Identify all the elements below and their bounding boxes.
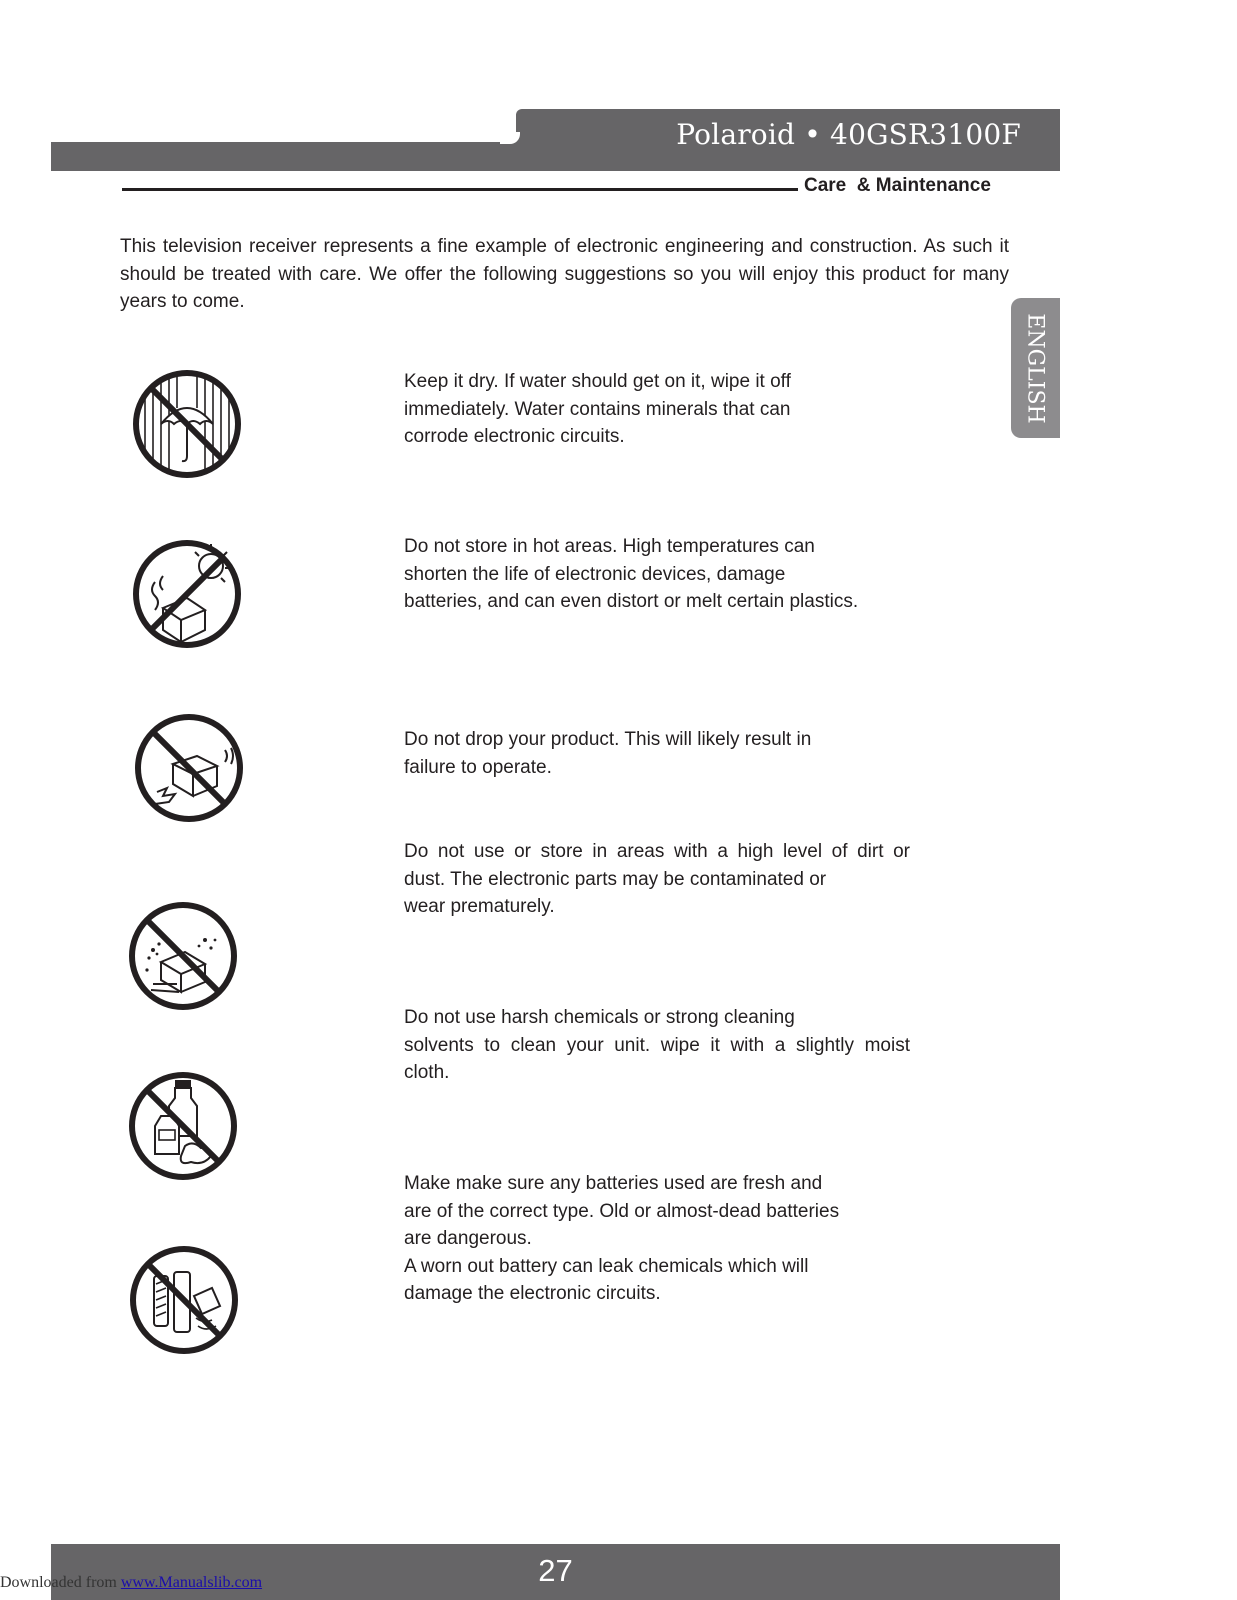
no-drop-icon (133, 712, 245, 824)
tip-line: solvents to clean your unit. wipe it with a slightly moist (404, 1034, 910, 1056)
manualslib-link[interactable]: www.Manualslib.com (120, 1574, 263, 1591)
tip-line: dust. The electronic parts may be contaminated or (404, 868, 827, 890)
tip-line: Make make sure any batteries used are fresh and (404, 1173, 823, 1194)
brand-model-title: Polaroid • 40GSR3100F (676, 118, 1021, 151)
no-heat-sun-icon (131, 538, 243, 650)
tip-line: Do not drop your product. This will likely result in (404, 729, 812, 750)
tip-line: cloth. (404, 1062, 450, 1083)
tip-line: failure to operate. (404, 756, 552, 778)
care-tip-no-dust (404, 838, 910, 921)
no-water-umbrella-icon (131, 368, 243, 480)
language-tab-text: ENGLISH (1023, 312, 1049, 424)
tip-line: are of the correct type. Old or almost-dead batteries (404, 1200, 840, 1222)
tip-line: batteries, and can even distort or melt certain plastics. (404, 591, 859, 612)
tip-line: Do not use or store in areas with a high level of dirt or (404, 841, 910, 862)
care-tip-keep-dry (404, 368, 791, 451)
tip-line: Do not use harsh chemicals or strong cleaning (404, 1007, 795, 1028)
section-rule (122, 188, 798, 191)
language-tab-label (1011, 298, 1060, 438)
tip-line: wear prematurely. (404, 896, 555, 917)
care-tip-no-chemicals (404, 1004, 910, 1087)
tip-line: A worn out battery can leak chemicals which will (404, 1255, 809, 1277)
tip-line: corrode electronic circuits. (404, 426, 625, 447)
care-tip-batteries (404, 1170, 839, 1308)
page-number: 27 (538, 1553, 573, 1588)
tip-line: are dangerous. (404, 1228, 532, 1249)
header-bar (51, 142, 518, 171)
tip-line: damage the electronic circuits. (404, 1283, 661, 1304)
download-source-note (0, 1574, 262, 1592)
no-old-batteries-icon (128, 1244, 240, 1356)
tip-line: Keep it dry. If water should get on it, wipe it off (404, 371, 791, 392)
no-chemicals-icon (127, 1070, 239, 1182)
care-tip-no-heat (404, 533, 858, 616)
download-prefix: Downloaded from (0, 1574, 121, 1591)
intro-paragraph: This television receiver represents a fine example of electronic engineering and construction. As such it should be treated with care. We offer the following suggestions so you will enjoy this product for many years to come. (120, 236, 1009, 312)
no-dust-icon (127, 900, 239, 1012)
section-title: Care & Maintenance (804, 175, 991, 196)
tip-line: immediately. Water contains minerals that can (404, 398, 791, 420)
tip-line: shorten the life of electronic devices, damage (404, 563, 786, 585)
tip-line: Do not store in hot areas. High temperatures can (404, 536, 815, 557)
care-tip-no-drop (404, 726, 811, 781)
